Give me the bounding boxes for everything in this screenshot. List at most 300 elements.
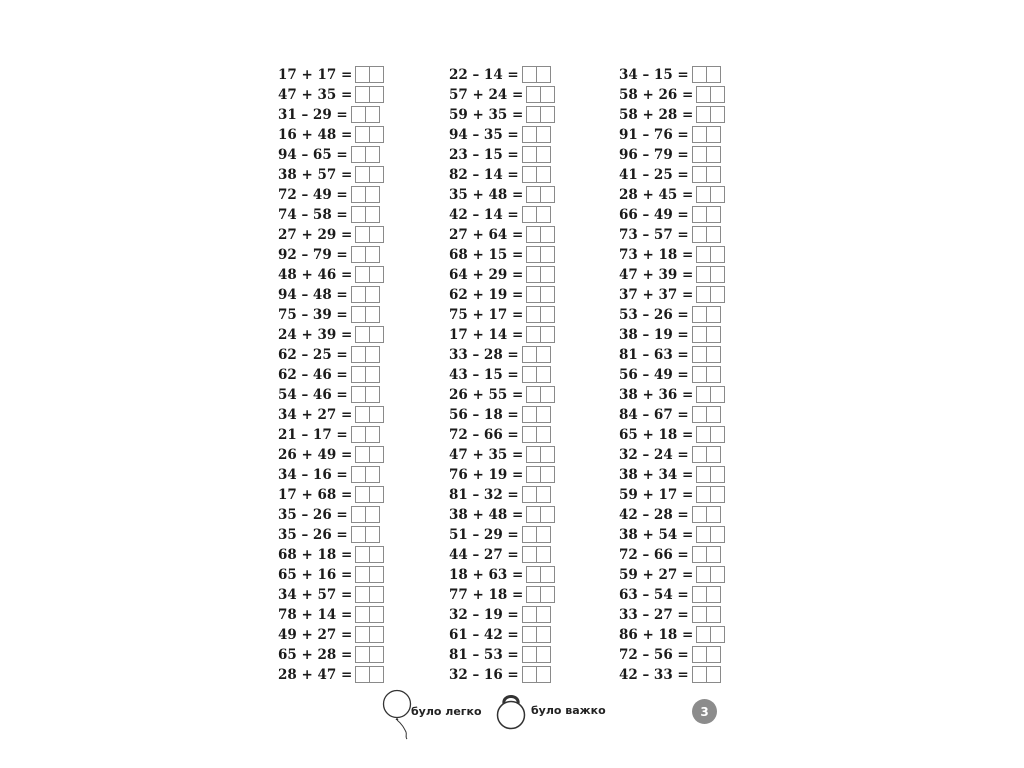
equation-row <box>278 385 384 405</box>
equation-text: 35 + 48 = <box>449 187 524 203</box>
answer-ones-box[interactable] <box>541 226 555 243</box>
answer-ones-box[interactable] <box>370 646 384 663</box>
equation-text: 22 – 14 = <box>449 67 519 83</box>
answer-boxes <box>692 406 721 424</box>
answer-ones-box[interactable] <box>711 566 725 583</box>
answer-ones-box[interactable] <box>537 546 551 563</box>
answer-ones-box[interactable] <box>537 426 551 443</box>
equation-text: 54 – 46 = <box>278 387 348 403</box>
answer-tens-box[interactable] <box>351 186 366 203</box>
answer-ones-box[interactable] <box>537 646 551 663</box>
answer-boxes <box>526 226 555 244</box>
answer-ones-box[interactable] <box>366 146 380 163</box>
answer-ones-box[interactable] <box>541 326 555 343</box>
answer-boxes <box>526 586 555 604</box>
answer-tens-box[interactable] <box>351 426 366 443</box>
equation-text: 27 + 29 = <box>278 227 353 243</box>
equation-column-3 <box>619 65 725 685</box>
answer-tens-box[interactable] <box>696 626 711 643</box>
answer-boxes <box>696 626 725 644</box>
answer-ones-box[interactable] <box>707 326 721 343</box>
answer-tens-box[interactable] <box>351 286 366 303</box>
answer-ones-box[interactable] <box>537 526 551 543</box>
answer-ones-box[interactable] <box>537 626 551 643</box>
equation-row <box>619 585 725 605</box>
answer-boxes <box>522 166 551 184</box>
answer-tens-box[interactable] <box>355 626 370 643</box>
answer-ones-box[interactable] <box>541 106 555 123</box>
answer-boxes <box>355 646 384 664</box>
answer-tens-box[interactable] <box>522 66 537 83</box>
answer-tens-box[interactable] <box>355 406 370 423</box>
self-assessment-hard[interactable] <box>494 690 606 730</box>
equation-row <box>449 305 555 325</box>
answer-ones-box[interactable] <box>711 286 725 303</box>
answer-ones-box[interactable] <box>707 166 721 183</box>
answer-tens-box[interactable] <box>351 366 366 383</box>
answer-tens-box[interactable] <box>526 246 541 263</box>
answer-ones-box[interactable] <box>370 606 384 623</box>
answer-ones-box[interactable] <box>537 346 551 363</box>
answer-ones-box[interactable] <box>707 226 721 243</box>
answer-ones-box[interactable] <box>366 426 380 443</box>
answer-ones-box[interactable] <box>541 506 555 523</box>
equation-text: 38 + 54 = <box>619 527 694 543</box>
answer-tens-box[interactable] <box>526 266 541 283</box>
answer-tens-box[interactable] <box>526 186 541 203</box>
answer-tens-box[interactable] <box>526 466 541 483</box>
answer-boxes <box>526 506 555 524</box>
answer-boxes <box>696 286 725 304</box>
answer-ones-box[interactable] <box>370 666 384 683</box>
answer-ones-box[interactable] <box>711 526 725 543</box>
answer-ones-box[interactable] <box>537 66 551 83</box>
answer-boxes <box>522 666 551 684</box>
equation-row <box>449 645 555 665</box>
answer-tens-box[interactable] <box>522 166 537 183</box>
equation-text: 38 + 34 = <box>619 467 694 483</box>
equation-row <box>278 465 384 485</box>
answer-tens-box[interactable] <box>522 406 537 423</box>
answer-ones-box[interactable] <box>707 506 721 523</box>
answer-tens-box[interactable] <box>355 166 370 183</box>
answer-tens-box[interactable] <box>522 206 537 223</box>
answer-boxes <box>526 446 555 464</box>
answer-boxes <box>351 306 380 324</box>
answer-ones-box[interactable] <box>366 206 380 223</box>
answer-ones-box[interactable] <box>370 406 384 423</box>
equation-text: 44 – 27 = <box>449 547 519 563</box>
answer-ones-box[interactable] <box>537 166 551 183</box>
answer-ones-box[interactable] <box>711 486 725 503</box>
answer-ones-box[interactable] <box>370 486 384 503</box>
answer-boxes <box>696 86 725 104</box>
answer-ones-box[interactable] <box>541 566 555 583</box>
answer-tens-box[interactable] <box>692 126 707 143</box>
answer-ones-box[interactable] <box>707 646 721 663</box>
equation-text: 31 – 29 = <box>278 107 348 123</box>
answer-boxes <box>696 526 725 544</box>
answer-tens-box[interactable] <box>355 606 370 623</box>
answer-boxes <box>692 366 721 384</box>
answer-tens-box[interactable] <box>522 126 537 143</box>
answer-tens-box[interactable] <box>355 266 370 283</box>
answer-boxes <box>522 66 551 84</box>
answer-tens-box[interactable] <box>355 126 370 143</box>
answer-tens-box[interactable] <box>355 326 370 343</box>
answer-ones-box[interactable] <box>541 86 555 103</box>
answer-ones-box[interactable] <box>541 466 555 483</box>
answer-tens-box[interactable] <box>351 106 366 123</box>
equation-text: 34 + 27 = <box>278 407 353 423</box>
answer-tens-box[interactable] <box>522 366 537 383</box>
answer-ones-box[interactable] <box>370 566 384 583</box>
answer-boxes <box>696 386 725 404</box>
answer-ones-box[interactable] <box>537 206 551 223</box>
answer-tens-box[interactable] <box>522 486 537 503</box>
answer-ones-box[interactable] <box>370 326 384 343</box>
answer-tens-box[interactable] <box>526 106 541 123</box>
answer-ones-box[interactable] <box>370 546 384 563</box>
answer-boxes <box>692 646 721 664</box>
equation-text: 42 – 14 = <box>449 207 519 223</box>
equation-row <box>449 345 555 365</box>
answer-ones-box[interactable] <box>711 186 725 203</box>
answer-boxes <box>696 186 725 204</box>
answer-ones-box[interactable] <box>541 386 555 403</box>
answer-tens-box[interactable] <box>522 606 537 623</box>
equation-row <box>619 465 725 485</box>
answer-ones-box[interactable] <box>541 266 555 283</box>
answer-tens-box[interactable] <box>692 586 707 603</box>
answer-ones-box[interactable] <box>707 146 721 163</box>
equation-text: 84 – 67 = <box>619 407 689 423</box>
answer-tens-box[interactable] <box>696 486 711 503</box>
self-assessment-easy[interactable] <box>382 688 482 740</box>
answer-ones-box[interactable] <box>366 526 380 543</box>
equation-text: 38 + 57 = <box>278 167 353 183</box>
answer-ones-box[interactable] <box>370 266 384 283</box>
equation-row <box>449 445 555 465</box>
answer-boxes <box>522 206 551 224</box>
answer-ones-box[interactable] <box>537 666 551 683</box>
answer-tens-box[interactable] <box>522 346 537 363</box>
answer-tens-box[interactable] <box>692 446 707 463</box>
answer-tens-box[interactable] <box>526 306 541 323</box>
answer-ones-box[interactable] <box>707 586 721 603</box>
answer-ones-box[interactable] <box>366 286 380 303</box>
answer-tens-box[interactable] <box>526 326 541 343</box>
answer-tens-box[interactable] <box>696 106 711 123</box>
answer-tens-box[interactable] <box>692 546 707 563</box>
equation-row <box>619 205 725 225</box>
answer-boxes <box>355 226 384 244</box>
equation-text: 64 + 29 = <box>449 267 524 283</box>
answer-ones-box[interactable] <box>711 266 725 283</box>
answer-tens-box[interactable] <box>692 66 707 83</box>
answer-tens-box[interactable] <box>692 406 707 423</box>
equation-text: 33 – 28 = <box>449 347 519 363</box>
answer-ones-box[interactable] <box>541 246 555 263</box>
answer-ones-box[interactable] <box>541 186 555 203</box>
answer-tens-box[interactable] <box>526 286 541 303</box>
answer-tens-box[interactable] <box>355 666 370 683</box>
equation-row <box>449 65 555 85</box>
equation-text: 65 + 16 = <box>278 567 353 583</box>
answer-boxes <box>355 666 384 684</box>
answer-tens-box[interactable] <box>355 446 370 463</box>
answer-boxes <box>351 206 380 224</box>
answer-tens-box[interactable] <box>522 666 537 683</box>
answer-tens-box[interactable] <box>355 586 370 603</box>
answer-tens-box[interactable] <box>696 186 711 203</box>
answer-tens-box[interactable] <box>696 246 711 263</box>
answer-boxes <box>522 366 551 384</box>
equation-row <box>449 565 555 585</box>
answer-ones-box[interactable] <box>366 246 380 263</box>
answer-tens-box[interactable] <box>351 506 366 523</box>
equation-text: 26 + 55 = <box>449 387 524 403</box>
answer-boxes <box>696 566 725 584</box>
answer-boxes <box>351 106 380 124</box>
answer-ones-box[interactable] <box>366 106 380 123</box>
answer-tens-box[interactable] <box>351 246 366 263</box>
answer-tens-box[interactable] <box>696 526 711 543</box>
equation-text: 35 – 26 = <box>278 507 348 523</box>
answer-ones-box[interactable] <box>366 506 380 523</box>
answer-tens-box[interactable] <box>522 626 537 643</box>
answer-tens-box[interactable] <box>355 226 370 243</box>
answer-tens-box[interactable] <box>355 86 370 103</box>
answer-ones-box[interactable] <box>707 606 721 623</box>
answer-ones-box[interactable] <box>707 546 721 563</box>
answer-ones-box[interactable] <box>541 306 555 323</box>
equation-text: 81 – 32 = <box>449 487 519 503</box>
answer-boxes <box>355 266 384 284</box>
answer-tens-box[interactable] <box>692 666 707 683</box>
answer-tens-box[interactable] <box>355 66 370 83</box>
equation-row <box>619 285 725 305</box>
answer-tens-box[interactable] <box>696 386 711 403</box>
answer-ones-box[interactable] <box>366 186 380 203</box>
answer-boxes <box>692 206 721 224</box>
answer-tens-box[interactable] <box>526 506 541 523</box>
answer-ones-box[interactable] <box>711 386 725 403</box>
equation-row <box>619 605 725 625</box>
answer-tens-box[interactable] <box>692 146 707 163</box>
answer-ones-box[interactable] <box>707 346 721 363</box>
answer-tens-box[interactable] <box>696 86 711 103</box>
answer-ones-box[interactable] <box>370 166 384 183</box>
answer-tens-box[interactable] <box>355 566 370 583</box>
answer-ones-box[interactable] <box>707 206 721 223</box>
answer-ones-box[interactable] <box>537 366 551 383</box>
answer-boxes <box>355 86 384 104</box>
answer-boxes <box>351 466 380 484</box>
answer-tens-box[interactable] <box>696 466 711 483</box>
equation-text: 86 + 18 = <box>619 627 694 643</box>
answer-tens-box[interactable] <box>696 566 711 583</box>
answer-tens-box[interactable] <box>351 206 366 223</box>
answer-ones-box[interactable] <box>707 126 721 143</box>
answer-ones-box[interactable] <box>711 426 725 443</box>
answer-tens-box[interactable] <box>692 346 707 363</box>
equation-row <box>278 565 384 585</box>
equation-text: 48 + 46 = <box>278 267 353 283</box>
answer-ones-box[interactable] <box>366 346 380 363</box>
answer-tens-box[interactable] <box>696 286 711 303</box>
answer-tens-box[interactable] <box>355 486 370 503</box>
answer-ones-box[interactable] <box>370 586 384 603</box>
equation-row <box>278 225 384 245</box>
answer-ones-box[interactable] <box>370 126 384 143</box>
answer-ones-box[interactable] <box>370 626 384 643</box>
answer-boxes <box>355 66 384 84</box>
answer-tens-box[interactable] <box>692 646 707 663</box>
answer-ones-box[interactable] <box>370 86 384 103</box>
equation-row <box>278 245 384 265</box>
equation-row <box>619 665 725 685</box>
answer-ones-box[interactable] <box>711 626 725 643</box>
equation-row <box>449 385 555 405</box>
answer-boxes <box>526 286 555 304</box>
answer-tens-box[interactable] <box>526 86 541 103</box>
answer-tens-box[interactable] <box>696 426 711 443</box>
answer-tens-box[interactable] <box>692 606 707 623</box>
equation-text: 75 – 39 = <box>278 307 348 323</box>
answer-tens-box[interactable] <box>692 166 707 183</box>
answer-ones-box[interactable] <box>537 146 551 163</box>
answer-tens-box[interactable] <box>526 386 541 403</box>
equation-row <box>449 525 555 545</box>
answer-tens-box[interactable] <box>351 346 366 363</box>
answer-ones-box[interactable] <box>541 446 555 463</box>
answer-tens-box[interactable] <box>522 146 537 163</box>
answer-ones-box[interactable] <box>707 366 721 383</box>
answer-tens-box[interactable] <box>351 386 366 403</box>
answer-tens-box[interactable] <box>692 366 707 383</box>
answer-boxes <box>522 426 551 444</box>
answer-tens-box[interactable] <box>351 466 366 483</box>
answer-boxes <box>692 346 721 364</box>
equation-row <box>619 345 725 365</box>
answer-ones-box[interactable] <box>537 606 551 623</box>
answer-tens-box[interactable] <box>692 206 707 223</box>
answer-tens-box[interactable] <box>696 266 711 283</box>
answer-ones-box[interactable] <box>366 306 380 323</box>
equation-text: 91 – 76 = <box>619 127 689 143</box>
equation-text: 73 – 57 = <box>619 227 689 243</box>
answer-tens-box[interactable] <box>522 546 537 563</box>
equation-text: 62 – 25 = <box>278 347 348 363</box>
answer-ones-box[interactable] <box>707 666 721 683</box>
equation-row <box>278 605 384 625</box>
answer-ones-box[interactable] <box>366 386 380 403</box>
answer-boxes <box>355 606 384 624</box>
answer-tens-box[interactable] <box>692 226 707 243</box>
answer-tens-box[interactable] <box>355 546 370 563</box>
answer-ones-box[interactable] <box>711 246 725 263</box>
equation-row <box>619 385 725 405</box>
equation-row <box>278 125 384 145</box>
equation-text: 43 – 15 = <box>449 367 519 383</box>
answer-ones-box[interactable] <box>711 466 725 483</box>
equation-text: 77 + 18 = <box>449 587 524 603</box>
answer-ones-box[interactable] <box>707 66 721 83</box>
equation-row <box>278 485 384 505</box>
answer-boxes <box>522 146 551 164</box>
answer-ones-box[interactable] <box>711 86 725 103</box>
answer-tens-box[interactable] <box>351 306 366 323</box>
equation-text: 28 + 47 = <box>278 667 353 683</box>
equation-row <box>449 185 555 205</box>
answer-ones-box[interactable] <box>370 446 384 463</box>
answer-boxes <box>522 546 551 564</box>
answer-ones-box[interactable] <box>711 106 725 123</box>
answer-tens-box[interactable] <box>526 446 541 463</box>
answer-tens-box[interactable] <box>355 646 370 663</box>
answer-tens-box[interactable] <box>351 146 366 163</box>
equation-text: 38 + 48 = <box>449 507 524 523</box>
answer-tens-box[interactable] <box>692 326 707 343</box>
answer-ones-box[interactable] <box>707 446 721 463</box>
answer-tens-box[interactable] <box>522 526 537 543</box>
answer-ones-box[interactable] <box>537 406 551 423</box>
equation-row <box>449 265 555 285</box>
answer-ones-box[interactable] <box>370 66 384 83</box>
answer-tens-box[interactable] <box>526 226 541 243</box>
equation-text: 74 – 58 = <box>278 207 348 223</box>
answer-ones-box[interactable] <box>366 366 380 383</box>
answer-tens-box[interactable] <box>522 646 537 663</box>
equation-row <box>619 125 725 145</box>
equation-row <box>278 185 384 205</box>
answer-ones-box[interactable] <box>537 486 551 503</box>
answer-tens-box[interactable] <box>526 586 541 603</box>
answer-ones-box[interactable] <box>541 586 555 603</box>
answer-tens-box[interactable] <box>526 566 541 583</box>
answer-ones-box[interactable] <box>537 126 551 143</box>
equation-text: 32 – 24 = <box>619 447 689 463</box>
answer-tens-box[interactable] <box>522 426 537 443</box>
answer-tens-box[interactable] <box>351 526 366 543</box>
equation-row <box>449 625 555 645</box>
answer-ones-box[interactable] <box>707 406 721 423</box>
equation-row <box>619 185 725 205</box>
answer-ones-box[interactable] <box>366 466 380 483</box>
equation-text: 42 – 28 = <box>619 507 689 523</box>
equation-text: 68 + 18 = <box>278 547 353 563</box>
equation-text: 21 – 17 = <box>278 427 348 443</box>
answer-boxes <box>526 306 555 324</box>
equation-text: 94 – 65 = <box>278 147 348 163</box>
equation-row <box>278 305 384 325</box>
answer-ones-box[interactable] <box>541 286 555 303</box>
answer-tens-box[interactable] <box>692 506 707 523</box>
answer-ones-box[interactable] <box>707 306 721 323</box>
equation-text: 82 – 14 = <box>449 167 519 183</box>
answer-tens-box[interactable] <box>692 306 707 323</box>
equation-text: 34 – 15 = <box>619 67 689 83</box>
equation-row <box>278 65 384 85</box>
equation-text: 58 + 28 = <box>619 107 694 123</box>
answer-boxes <box>355 406 384 424</box>
equation-row <box>449 205 555 225</box>
equation-row <box>278 405 384 425</box>
answer-ones-box[interactable] <box>370 226 384 243</box>
equation-row <box>278 205 384 225</box>
answer-boxes <box>351 146 380 164</box>
